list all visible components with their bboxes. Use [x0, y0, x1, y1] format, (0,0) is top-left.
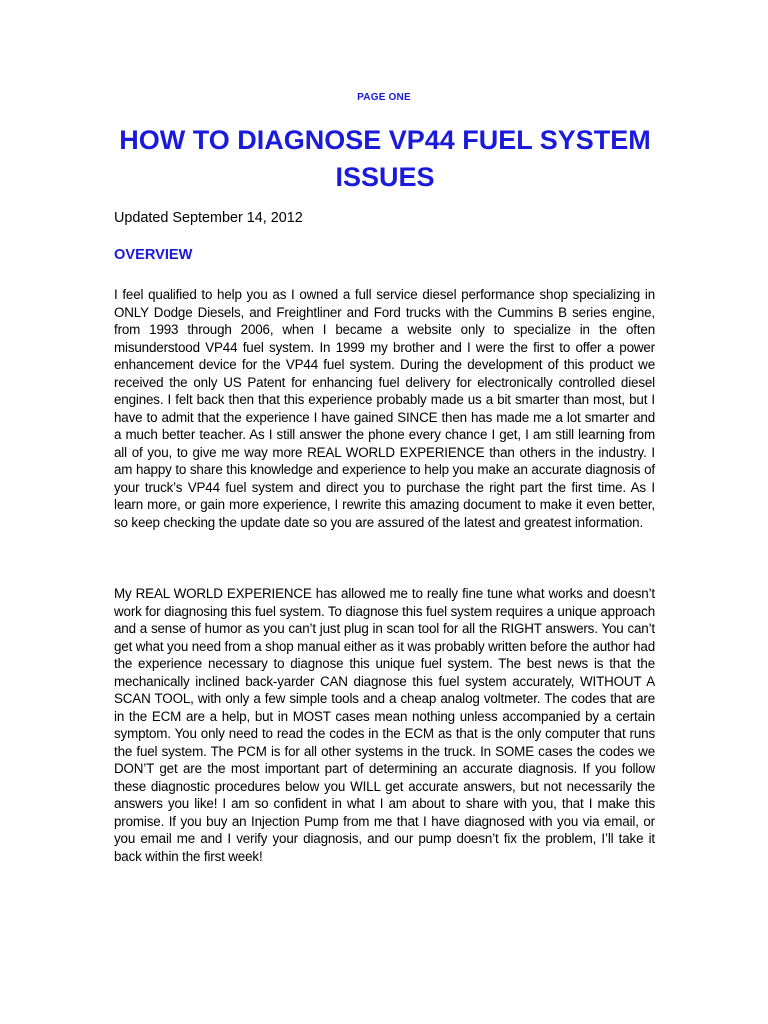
paragraph-2: My REAL WORLD EXPERIENCE has allowed me to really fine tune what works and doesn’t work for diagnosing this fuel system. To diagnose this fuel system requires a unique approach and a sense of humor as you can’t just plug in scan tool for all the RIGHT answers. You can’t get what you need from a shop manual either as it was probably written before the author had the experience necessary to diagnose this unique fuel system. The best news is that the mechanically inclined back-yarder CAN diagnose this fuel system accurately, WITHOUT A SCAN TOOL, with only a few simple tools and a cheap analog voltmeter. The codes that are in the ECM are a help, but in MOST cases mean nothing unless accompanied by a certain symptom. You only need to read the codes in the ECM as that is the only computer that runs the fuel system. The PCM is for all other systems in the truck. In SOME cases the codes we DON’T get are the most important part of determining an accurate diagnosis. If you follow these diagnostic procedures below you WILL get accurate answers, but not necessarily the answers you like! I am so confident in what I am about to share with you, that I make this promise. If you buy an Injection Pump from me that I have diagnosed with you via email, or you email me and I verify your diagnosis, and our pump doesn’t fix the problem, I’ll take it back within the first week!: [114, 586, 655, 864]
document-title: HOW TO DIAGNOSE VP44 FUEL SYSTEM ISSUES: [119, 125, 651, 192]
section-heading-overview: OVERVIEW: [114, 247, 193, 263]
page-label: PAGE ONE: [357, 92, 411, 103]
updated-date: Updated September 14, 2012: [114, 210, 303, 226]
paragraph-1: I feel qualified to help you as I owned a full service diesel performance shop specializing in ONLY Dodge Diesels, and Freightliner and Ford trucks with the Cummins B series engine, from 1993 through 2006, when I became a website only to specialize in the often misunderstood VP44 fuel system. In 1999 my brother and I were the first to offer a power enhancement device for the VP44 fuel system. During the development of this product we received the only US Patent for enhancing fuel delivery for electronically controlled diesel engines. I felt back then that this experience probably made us a bit smarter than most, but I have to admit that the experience I have gained SINCE then has made me a lot smarter and a much better teacher. As I still answer the phone every chance I get, I am still learning from all of you, to give me way more REAL WORLD EXPERIENCE than others in the industry. I am happy to share this knowledge and experience to help you make an accurate diagnosis of your truck’s VP44 fuel system and direct you to purchase the right part the first time. As I learn more, or gain more experience, I rewrite this amazing document to make it even better, so keep checking the update date so you are assured of the latest and greatest information.: [114, 287, 655, 530]
